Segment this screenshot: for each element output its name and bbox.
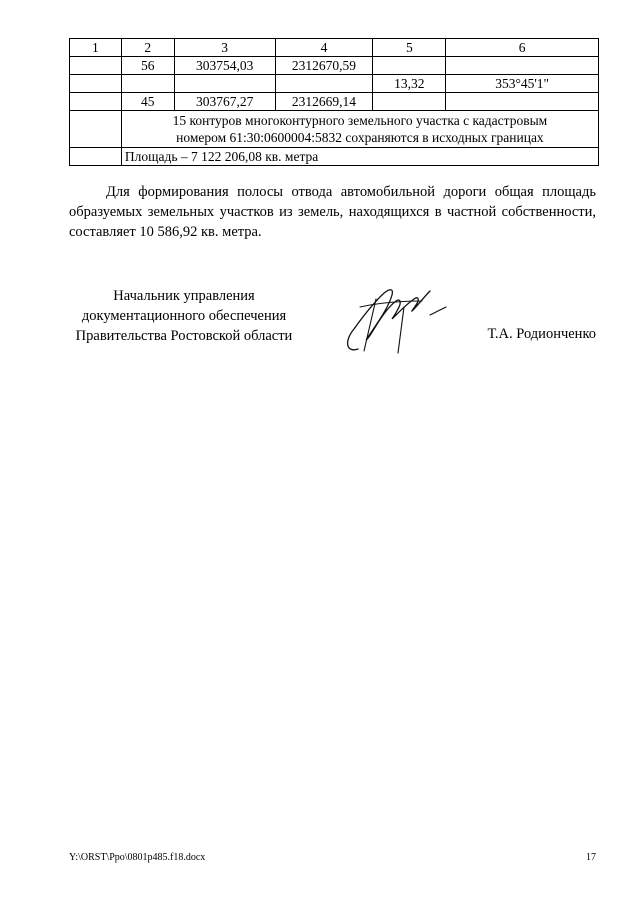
table-cell xyxy=(446,93,599,111)
signer-title-line: Начальник управления xyxy=(113,288,255,304)
table-cell: 2312669,14 xyxy=(275,93,373,111)
header-cell: 5 xyxy=(373,39,446,57)
table-cell xyxy=(70,57,122,75)
signer-title-line: документационного обеспечения xyxy=(81,308,287,324)
table-cell xyxy=(174,75,275,93)
table-cell xyxy=(121,75,174,93)
coordinates-table xyxy=(69,38,599,166)
table-cell: 2312670,59 xyxy=(275,57,373,75)
header-cell: 4 xyxy=(275,39,373,57)
header-cell: 1 xyxy=(70,39,122,57)
table-cell xyxy=(275,75,373,93)
body-paragraph: Для формирования полосы отвода автомобильной дороги общая площадь образуемых земельных участков из земель, находящихся в частной собственности, составляет 10 586,92 кв. метра. xyxy=(69,184,596,240)
table-cell: 303754,03 xyxy=(174,57,275,75)
table-row xyxy=(70,75,599,93)
table-cell xyxy=(446,57,599,75)
table-cell xyxy=(70,111,122,148)
table-note-row xyxy=(70,111,599,148)
table-row xyxy=(70,57,599,75)
table-cell xyxy=(70,148,122,166)
page-number: 17 xyxy=(586,852,596,863)
table-cell xyxy=(373,93,446,111)
contour-note-line: 15 контуров многоконтурного земельного участка с кадастровым xyxy=(172,113,548,128)
header-cell: 3 xyxy=(174,39,275,57)
contour-note-cell xyxy=(121,111,598,148)
table-area-row xyxy=(70,148,599,166)
header-cell: 6 xyxy=(446,39,599,57)
table-cell xyxy=(70,93,122,111)
signer-name: Т.А. Родионченко xyxy=(487,326,596,342)
area-cell: Площадь – 7 122 206,08 кв. метра xyxy=(121,148,598,166)
handwritten-signature xyxy=(338,277,450,359)
table-cell: 13,32 xyxy=(373,75,446,93)
table-cell xyxy=(373,57,446,75)
signer-title xyxy=(69,286,299,346)
file-path: Y:\ORST\Ppo\0801p485.f18.docx xyxy=(69,852,206,863)
signer-title-line: Правительства Ростовской области xyxy=(75,328,293,344)
table-row xyxy=(70,93,599,111)
table-cell: 303767,27 xyxy=(174,93,275,111)
table-cell: 56 xyxy=(121,57,174,75)
table-cell: 353°45'1" xyxy=(446,75,599,93)
header-cell: 2 xyxy=(121,39,174,57)
table-cell xyxy=(70,75,122,93)
table-cell: 45 xyxy=(121,93,174,111)
table-header-row xyxy=(70,39,599,57)
contour-note-line: номером 61:30:0600004:5832 сохраняются в исходных границах xyxy=(176,130,544,145)
